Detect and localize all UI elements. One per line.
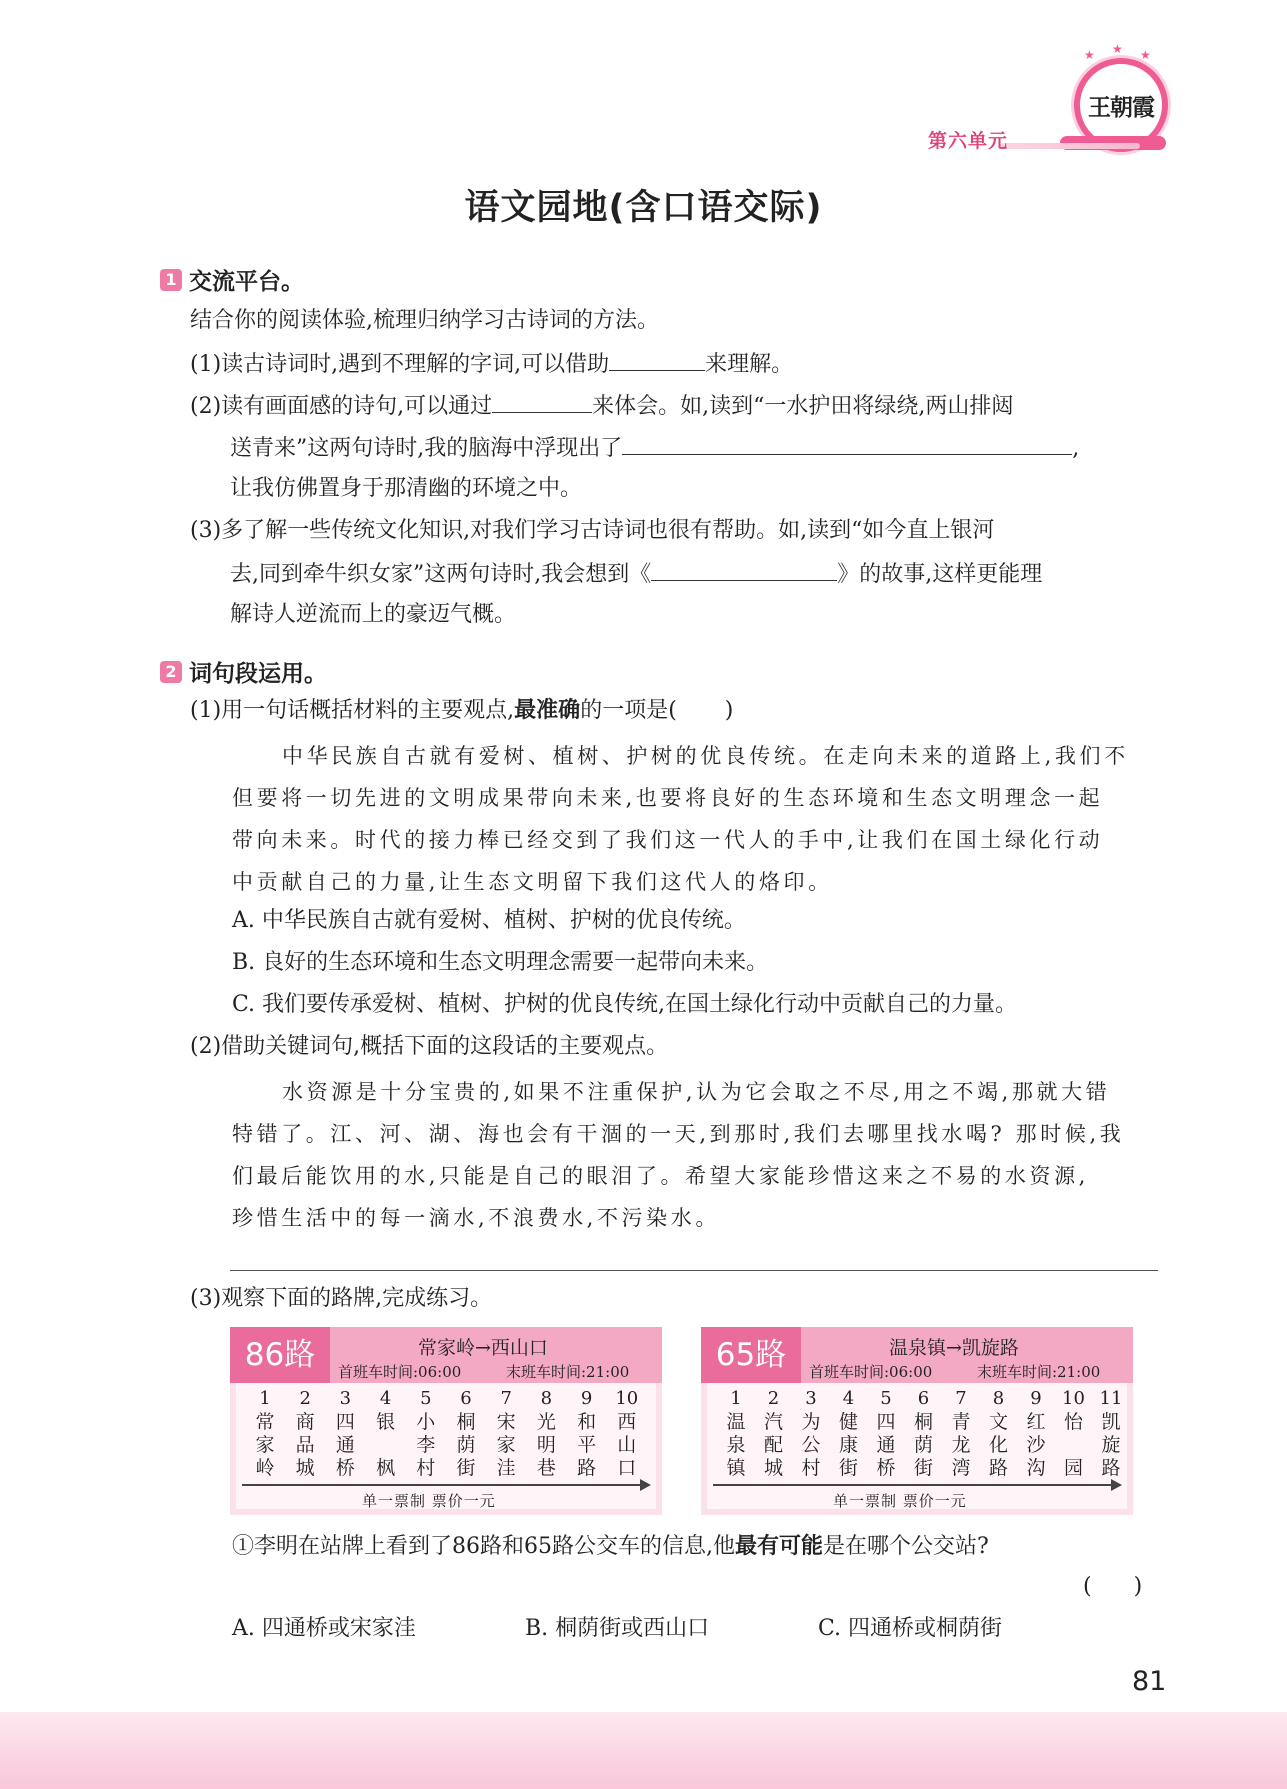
bus-stop — [451, 1387, 481, 1480]
stop-name-char: 荫 — [913, 1434, 933, 1456]
bus-stop — [612, 1387, 642, 1480]
bottom-band — [0, 1712, 1287, 1789]
stop-name-char: 温 — [726, 1411, 746, 1433]
stop-name-char: 岭 — [255, 1457, 275, 1479]
section-1-header — [160, 263, 304, 296]
bus-board-86 — [230, 1327, 662, 1515]
passage2-line: 特错了。江、河、湖、海也会有干涸的一天,到那时,我们去哪里找水喝? 那时候,我 — [232, 1122, 1125, 1146]
stop-name-char: 园 — [1063, 1457, 1083, 1479]
passage1-line: 带向未来。时代的接力棒已经交到了我们这一代人的手中,让我们在国土绿化行动 — [232, 828, 1104, 852]
stop-name-char: 巷 — [536, 1457, 556, 1479]
bus-stop — [721, 1387, 751, 1480]
s1-q3-line1: (3)多了解一些传统文化知识,对我们学习古诗词也很有帮助。如,读到“如今直上银河 — [190, 518, 995, 543]
text: ①李明在站牌上看到了86路和65路公交车的信息,他 — [232, 1534, 735, 1559]
option-a: A. 中华民族自古就有爱树、植树、护树的优良传统。 — [232, 908, 746, 933]
text: (1)用一句话概括材料的主要观点, — [190, 698, 515, 723]
s2-q1 — [190, 696, 733, 726]
section-title: 交流平台。 — [189, 269, 304, 295]
fare-info: 单一票制 票价一元 — [833, 1492, 967, 1510]
option-a: A. 四通桥或宋家洼 — [232, 1616, 416, 1641]
stop-name-char: 家 — [255, 1434, 275, 1456]
stop-name-char: 康 — [838, 1434, 858, 1456]
text: 是在哪个公交站? — [823, 1534, 989, 1559]
option-b: B. 良好的生态环境和生态文明理念需要一起带向未来。 — [232, 950, 769, 975]
stop-number: 8 — [540, 1388, 553, 1409]
passage1-line: 但要将一切先进的文明成果带向未来,也要将良好的生态环境和生态文明理念一起 — [232, 786, 1104, 810]
stop-number: 2 — [299, 1388, 311, 1409]
bus-stop — [1096, 1387, 1126, 1480]
stop-name-char: 为 — [801, 1411, 821, 1433]
stop-name-char: 配 — [763, 1434, 783, 1456]
stop-name-char: 文 — [988, 1411, 1008, 1433]
stop-name-char: 枫 — [376, 1457, 396, 1479]
stop-number: 6 — [917, 1388, 930, 1409]
stop-name-char: 村 — [416, 1457, 436, 1479]
stop-name-char: 路 — [988, 1457, 1008, 1479]
stop-number: 4 — [842, 1388, 855, 1409]
stop-name-char: 化 — [988, 1434, 1008, 1456]
stop-name-char: 沟 — [1026, 1457, 1046, 1479]
stop-name-char: 凯 — [1101, 1411, 1121, 1433]
text: ) — [1133, 1574, 1143, 1599]
route-arrow-line — [713, 1484, 1113, 1486]
stop-name-char: 街 — [456, 1457, 476, 1479]
stop-number: 10 — [1062, 1388, 1085, 1409]
last-bus-time: 末班车时间:21:00 — [506, 1363, 630, 1381]
text: 送青来”这两句诗时,我的脑海中浮现出了 — [230, 436, 623, 461]
unit-underline — [1000, 143, 1140, 149]
star-icon: ★ — [1084, 48, 1095, 62]
stop-name-char: 通 — [876, 1434, 896, 1456]
bus-stop — [946, 1387, 976, 1480]
bus-stop — [871, 1387, 901, 1480]
bus-stop — [531, 1387, 561, 1480]
answer-blank[interactable] — [651, 558, 837, 581]
stop-name-char: 桥 — [335, 1457, 355, 1479]
text: 的一项是( — [580, 698, 677, 723]
stop-name-char: 街 — [838, 1457, 858, 1479]
stop-name-char: 城 — [763, 1457, 783, 1479]
stop-number: 5 — [880, 1388, 892, 1409]
answer-blank[interactable] — [492, 390, 592, 413]
first-bus-time: 首班车时间:06:00 — [338, 1363, 462, 1381]
emphasis: 最有可能 — [734, 1534, 823, 1559]
bus-stop — [909, 1387, 939, 1480]
text: (1)读古诗词时,遇到不理解的字词,可以借助 — [190, 352, 610, 377]
page-title: 语文园地(含口语交际) — [464, 188, 823, 228]
text: 去,同到牵牛织女家”这两句诗时,我会想到《 — [230, 562, 652, 587]
bus-stop — [290, 1387, 320, 1480]
stop-name-char: 沙 — [1026, 1434, 1046, 1456]
bus-stop — [1059, 1387, 1089, 1480]
fare-info: 单一票制 票价一元 — [362, 1492, 496, 1510]
stop-name-char: 青 — [951, 1411, 971, 1433]
stop-name-char: 李 — [416, 1434, 436, 1456]
bus-stop — [796, 1387, 826, 1480]
bus-stop — [491, 1387, 521, 1480]
stop-name-char: 怡 — [1063, 1411, 1083, 1433]
stop-name-char — [1059, 1434, 1089, 1457]
stop-number: 11 — [1099, 1388, 1123, 1409]
stop-number: 5 — [420, 1388, 432, 1409]
stop-name-char: 镇 — [726, 1457, 746, 1479]
stop-name-char: 桐 — [456, 1411, 476, 1433]
s2-q2: (2)借助关键词句,概括下面的这段话的主要观点。 — [190, 1034, 669, 1059]
stop-name-char: 宋 — [496, 1411, 516, 1433]
s1-intro: 结合你的阅读体验,梳理归纳学习古诗词的方法。 — [190, 308, 659, 333]
stop-number: 7 — [500, 1388, 512, 1409]
stop-name-char: 山 — [617, 1434, 637, 1456]
route-direction: 温泉镇→凯旋路 — [889, 1337, 1019, 1359]
stop-name-char: 桐 — [913, 1411, 933, 1433]
passage2-line: 珍惜生活中的每一滴水,不浪费水,不污染水。 — [232, 1206, 720, 1230]
stop-number: 7 — [955, 1388, 967, 1409]
stop-name-char: 洼 — [496, 1457, 516, 1479]
stop-name-char: 小 — [416, 1411, 436, 1433]
text: ) — [724, 698, 734, 723]
stop-name-char: 家 — [496, 1434, 516, 1456]
stop-name-char: 常 — [255, 1411, 275, 1433]
unit-label: 第六单元 — [928, 130, 1009, 152]
first-bus-time: 首班车时间:06:00 — [809, 1363, 933, 1381]
s1-q2-line3: 让我仿佛置身于那清幽的环境之中。 — [230, 476, 583, 501]
s1-q3-line2 — [230, 558, 1042, 590]
stop-number: 2 — [767, 1388, 780, 1409]
bus-stop — [834, 1387, 864, 1480]
bus-stop — [330, 1387, 360, 1480]
stop-name-char: 龙 — [951, 1434, 971, 1456]
stop-name-char: 口 — [617, 1457, 637, 1479]
bus-stop — [984, 1387, 1014, 1480]
section-number: 2 — [160, 661, 182, 683]
route-direction: 常家岭→西山口 — [418, 1337, 548, 1359]
stop-name-char: 商 — [295, 1411, 315, 1433]
passage2-line: 水资源是十分宝贵的,如果不注重保护,认为它会取之不尽,用之不竭,那就大错 — [282, 1080, 1111, 1104]
route-number: 65路 — [701, 1327, 801, 1383]
arrow-right-icon — [1111, 1479, 1122, 1491]
stop-number: 3 — [339, 1388, 352, 1409]
section-2-header — [160, 655, 327, 688]
stop-name-char: 平 — [577, 1434, 597, 1456]
logo-text: 王朝霞 — [1088, 93, 1154, 121]
stop-name-char: 路 — [1101, 1457, 1121, 1479]
route-arrow-line — [242, 1484, 642, 1486]
route-number: 86路 — [230, 1327, 330, 1383]
s1-q1 — [190, 348, 793, 380]
text: 》的故事,这样更能理 — [837, 562, 1043, 587]
s1-q2-line2 — [230, 432, 1079, 464]
stop-number: 9 — [580, 1388, 593, 1409]
s2-q3-sub — [232, 1532, 989, 1562]
section-number: 1 — [160, 269, 182, 291]
text: , — [1072, 436, 1080, 461]
stop-number: 9 — [1030, 1388, 1042, 1409]
stop-number: 4 — [379, 1388, 392, 1409]
answer-blank[interactable] — [622, 432, 1072, 455]
text: 来理解。 — [705, 352, 794, 377]
s1-q2-line1 — [190, 390, 1013, 422]
last-bus-time: 末班车时间:21:00 — [977, 1363, 1101, 1381]
stop-name-char: 汽 — [763, 1411, 783, 1433]
s2-q3: (3)观察下面的路牌,完成练习。 — [190, 1286, 493, 1311]
stop-name-char: 村 — [801, 1457, 821, 1479]
stop-name-char: 和 — [577, 1411, 597, 1433]
text: ( — [1083, 1574, 1092, 1599]
passage1-line: 中贡献自己的力量,让生态文明留下我们这代人的烙印。 — [232, 870, 833, 894]
star-icon: ★ — [1112, 42, 1123, 56]
page-number: 81 — [1132, 1666, 1167, 1697]
text: 来体会。如,读到“一水护田将绿绕,两山排闼 — [592, 394, 1014, 419]
answer-paren[interactable] — [1083, 1572, 1142, 1602]
stop-name-char: 红 — [1026, 1411, 1046, 1433]
answer-blank[interactable] — [609, 348, 705, 371]
option-c: C. 我们要传承爱树、植树、护树的优良传统,在国土绿化行动中贡献自己的力量。 — [232, 992, 1018, 1017]
stop-name-char: 荫 — [456, 1434, 476, 1456]
text: (2)读有画面感的诗句,可以通过 — [190, 394, 493, 419]
stop-name-char: 健 — [838, 1411, 858, 1433]
stop-name-char: 西 — [617, 1411, 637, 1433]
stop-name-char: 四 — [335, 1411, 355, 1433]
bus-stop — [759, 1387, 789, 1480]
stop-name-char: 桥 — [876, 1457, 896, 1479]
stop-name-char: 银 — [376, 1411, 396, 1433]
answer-line[interactable] — [230, 1270, 1158, 1271]
stop-number: 8 — [992, 1388, 1005, 1409]
stop-name-char: 旋 — [1101, 1434, 1121, 1456]
stop-name-char: 四 — [876, 1411, 896, 1433]
option-c: C. 四通桥或桐荫街 — [818, 1616, 1003, 1641]
stop-name-char: 通 — [335, 1434, 355, 1456]
stop-number: 10 — [615, 1388, 639, 1409]
passage1-line: 中华民族自古就有爱树、植树、护树的优良传统。在走向未来的道路上,我们不 — [282, 744, 1129, 768]
stop-number: 1 — [730, 1388, 742, 1409]
stop-name-char: 公 — [801, 1434, 821, 1456]
option-b: B. 桐荫街或西山口 — [525, 1616, 710, 1641]
emphasis: 最准确 — [514, 698, 581, 723]
stop-name-char: 泉 — [726, 1434, 746, 1456]
stop-name-char: 路 — [577, 1457, 597, 1479]
bus-stop — [371, 1387, 401, 1480]
stop-name-char: 明 — [536, 1434, 556, 1456]
stop-name-char: 光 — [536, 1411, 556, 1433]
stop-name-char: 品 — [295, 1434, 315, 1456]
stop-name-char: 湾 — [951, 1457, 971, 1479]
passage2-line: 们最后能饮用的水,只能是自己的眼泪了。希望大家能珍惜这来之不易的水资源, — [232, 1164, 1089, 1188]
bus-stop — [572, 1387, 602, 1480]
bus-board-65 — [701, 1327, 1133, 1515]
stop-number: 1 — [259, 1388, 271, 1409]
arrow-right-icon — [640, 1479, 651, 1491]
stop-name-char: 城 — [295, 1457, 315, 1479]
star-icon: ★ — [1140, 48, 1151, 62]
bus-stop — [250, 1387, 280, 1480]
bus-stop — [411, 1387, 441, 1480]
stop-number: 6 — [460, 1388, 472, 1409]
stop-number: 3 — [805, 1388, 817, 1409]
s1-q3-line3: 解诗人逆流而上的豪迈气概。 — [230, 602, 517, 627]
stop-name-char — [371, 1434, 401, 1457]
stop-name-char: 街 — [913, 1457, 933, 1479]
bus-stop — [1021, 1387, 1051, 1480]
section-title: 词句段运用。 — [189, 661, 327, 687]
